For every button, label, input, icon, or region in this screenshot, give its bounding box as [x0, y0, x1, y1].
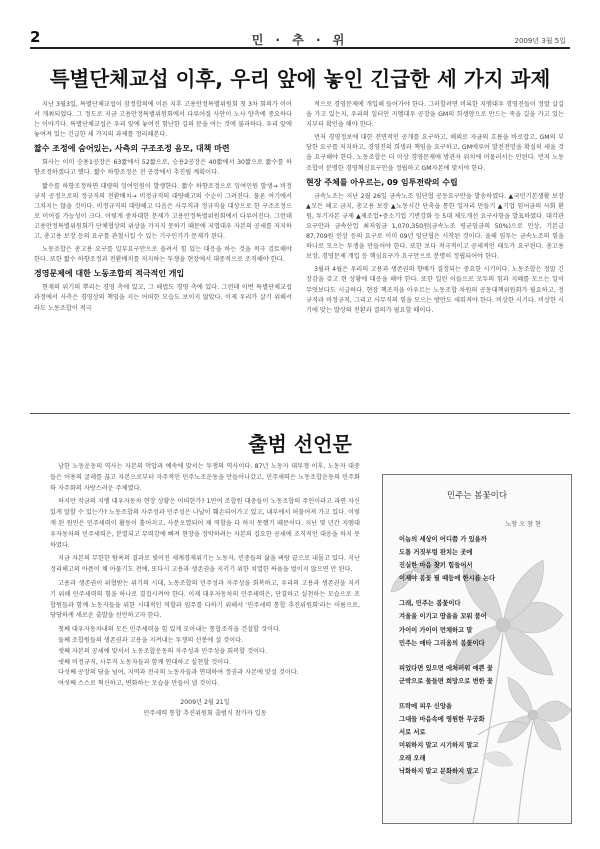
- declaration-paragraph: 지금 자본의 무한한 탐욕의 결과로 빚어진 세계경제위기는 노동자, 민중들의 삶을 벼랑 끝으로 내몰고 있다. 지난 정리해고의 아픔이 채 아물기도 전에, 또다시 고용과 생존권을 지키기 위한 치열한 싸움을 벌이지 않으면 안 된다.: [50, 555, 360, 574]
- declaration-paragraph: 남한 노동운동의 역사는 자본의 억압과 예속에 맞서는 투쟁의 역사이다. 87년 노동자 대투쟁 이후, 노동자 대중들은 어용의 굴레를 끊고 자본으로부터 자주적인 민주노조운동을 만들어나갔고, 민주세력은 노동조합운동의 민주화와 자주화의 자랑스러운 주체였다.: [50, 463, 360, 492]
- article-paragraph: 금속노조는 지난 2월 26일 금속노조 임단협 공동요구안을 발송하였다. ▲국민기본생활 보장 ▲모든 해고 금지, 총고용 보장 ▲노동시간 단축을 통한 일자리 만들기 ▲기업 임어금의 사회 환원, 투기자본 규제 ▲제조업•중소기업 기반강화 등 5대 제도개선 요구사항을 발표하였다. 대각관 요구안과 금속산업 최저임금 1,070,350원(금속노조 평균임금의 50%)으로 인상, 기본급 87,709원 인상 등의 요구로 이미 09년 임단협은 시작된 것이다. 올해 임투는 금속노조의 힘을 하나로 모으는 투쟁을 만들어야 한다. 또한 보다 적극적이고 공세적인 태도가 요구된다. 총고용 보장, 경영문제 개입 등 핵심요구가 요구안으로 분명히 정립되어야 한다.: [306, 192, 564, 261]
- declaration-pledge: 둘째 조합원들의 생존권과 고용을 지켜내는 투쟁의 선봉에 설 것이다.: [58, 636, 244, 644]
- declaration-title: 출범 선언문: [248, 432, 352, 456]
- article-paragraph: 지난 3월3일, 특별단체교섭이 잠정합의에 이른 지후 고용안정특별위원회 첫 3차 회의가 이어서 개최되었다. 그 정도로 지금 고용안정특별위원회에서 다루어질 사안이 노사 양측에 중요하다는 이야기다. 특별단체교섭은 우리 앞에 놓여진 험난한 길의 문을 여는 것에 불과하다. 우리 앞에 놓여져 있는 긴급한 세 가지의 과제를 정리해본다.: [34, 101, 292, 139]
- declaration-pledge: 넷째 비정규직, 사무직 노동자들과 함께 연대하고 실천할 것이다.: [58, 658, 232, 666]
- poem-line: 그대들 마음속에 영원한 무궁화: [399, 716, 485, 724]
- article-paragraph: 현재의 위기의 뿌리는 경영 측에 있고, 그 해법도 경영 측에 있다. 그런데 이번 특별단체교섭 과정에서 사측은 경영상의 책임을 지는 어떠한 모습도 보이지 않았다. 이제 우리가 살기 위해서라도 노동조합이 적극: [34, 284, 292, 312]
- article-paragraph: 짧수를 하향조정하면 대량의 잉여인원이 발생한다. 짧수 하향조정으로 잉여인원 발생→ 비정규직 공정으로의 정규직의 전환배치→ 비정규직의 대량해고의 수순이 그려진다. 물론 여기에서 그치지는 않을 것이다. 비정규직의 대량해고 다음은 사무직과 정규직을 대상으로 한 구조조정으로 이어질 가능성이 크다. 이렇게 중차대한 문제가 고용안정특별위원회에서 다루어진다. 그런데 고용안정특별위원회가 단체협상의 위상을 가지지 못하기 때문에 지엽대우 자본의 공세를 저지하고, 총고용 보장 등의 요구를 관철시킬 수 있는 기구인가가 문제가 된다.: [34, 182, 292, 241]
- declaration-pledge: 여섯째 스스로 혁신하고, 변화하는 모습을 만들어 낼 것이다.: [58, 680, 220, 688]
- article-paragraph: 먼저 경영정보에 대한 전면적인 공개를 요구하고, 해외로 자금의 흐름을 바로잡고, GM의 부당한 요구를 저지하고, 경영진의 희생과 책임을 요구하고, GM에루어 발전전망을 확실히 세울 것을 요구해야 한다. 노동조합은 더 이상 경영문제에 방관자 위치에 머물러서는 안된다. 먼저 노동조합이 분명한 경영혁신요구안을 정립하고 GM자본에 맞서야 한다.: [306, 134, 564, 172]
- declaration-pledge: 첫째 대우자동차내의 모든 민주세력을 힘 있게 모아내는 통합조직을 건설할 것이다.: [58, 626, 281, 634]
- top-rule: [30, 47, 570, 49]
- section-heading: 경영문제에 대한 노동조합의 적극적인 개입: [34, 269, 185, 279]
- poem-line: 낙화하지 말고 분화하지 말고: [399, 768, 479, 776]
- article-paragraph: 회사는 이미 승용1공장은 63짧에서 52짧으로, 승용2공장은 40짧에서 30짧으로 짧수를 하향조정하겠다고 했다. 짧수 하향조정은 전 공장에서 추진될 계획이다.: [34, 159, 292, 177]
- declaration-body: [50, 462, 360, 720]
- poem-line: 이제야 봄꽃 필 때등에 한시름 논다: [399, 575, 496, 583]
- publication-date: 2009년 3월 5일: [514, 37, 566, 45]
- stanza-break: [399, 650, 569, 662]
- declaration-paragraph: 하지만 작금의 지엠 대우자동차 현장 상황은 어떠한가? 1만여 조합원 대중들이 노동조합의 주인이라고 과연 자신 있게 말할 수 있는가? 노동조합의 자주성과 민주성은 나날이 훼손되어가고 있고, 내부에서 허물어져 가고 있다. 이렇게 된 원인은 민주세력이 활동이 흩어지고, 사분오열되어 제 역할을 다 하지 못했기 때문이다. 지난 몇 년간 지엠대우자동차의 민주세력은, 분열되고 무력감에 빠져 현장을 장악하려는 자본의 집요한 공세에 조직적인 대응을 하지 못하였다.: [50, 498, 360, 549]
- poem-line: 미워하지 말고 시기하지 말고: [399, 742, 479, 750]
- declaration-pledge: 셋째 자본의 공세에 맞서서 노동조합운동의 자주성과 민주성을 회복할 것이다.: [58, 647, 267, 655]
- page-number: 2: [30, 28, 41, 46]
- poem-line: 가이이 가이이 먼채하고 말: [399, 626, 473, 634]
- poem-line: 이놈의 세상이 어디쯤 가 있을까: [399, 536, 487, 543]
- declaration-date: 2009년 2월 21일: [180, 698, 230, 706]
- poem-line: 민주는 애타 그리움의 봄꽃이다: [399, 639, 485, 647]
- stanza-break: [399, 585, 569, 597]
- article-column-right: [306, 100, 564, 319]
- poem-line: 겨울을 이기고 땅을을 꼬워 품어: [399, 613, 487, 621]
- article-paragraph: 3월과 4월은 우리의 고용과 생존권의 향배가 결정되는 중요한 시기이다. 노동조합은 정말 긴장감을 갖고 현 상황에 대응을 해야 한다. 또한 일린 이들으로 모두의 힘과 지혜를 모으는 일이 무엇보다도 시급하다. 현장 책조직을 아우르는 노동조합 차원의 공동대책위원회가 필요하고, 정규직과 비정규직, 그리고 사무직의 힘을 모으는 방안도 세워져야 한다. 비상한 시기다. 비상한 시기에 맞는 발상의 전환과 결의가 필요할 때이다.: [306, 266, 564, 314]
- headline: 특별단체교섭 이후, 우리 앞에 놓인 긴급한 세 가지 과제: [49, 67, 551, 91]
- article-paragraph: 노동조합은 총고용 요구를 일부요구안으로 올려서 힘 있는 대응을 하는 것을 적극 검토해야 한다. 또한 짧수 하향조정과 전환배치를 저지하는 투쟁을 현장에서 대중적으로 조직해야 한다.: [34, 246, 292, 264]
- declaration-paragraph: 고용과 생존권이 위협받는 위기의 시대, 노동조합의 민주성과 자주성을 회복하고, 우리의 고용과 생존권을 지키기 위해 민주세력의 힘을 하나로 결집시켜야 한다. 이제 대우자동차의 민주세력은, 단결하고 실천하는 모습으로 조합원들과 함께 노동자들을 위한 시대적인 역할과 임무를 다하기 위해서 '민주세력 통합 추진위원회'라는 이름으로, 당당하게 새로운 출발을 선언하고자 한다.: [50, 579, 360, 620]
- poem-line: 오래 오래: [399, 755, 426, 763]
- poem-line: 피었다면 있으면 에처러워 예쁜 꽃: [399, 664, 493, 672]
- article-paragraph: 적으로 경영문제에 개입해 들어가야 한다. 그러할려면 비록한 지엠대우 경영진들이 정말 살길을 가고 있는지, 우리의 일터인 지엠대우 공장을 GM의 희생양으로 만드는 죽을 길을 가고 있는지부터 확인을 해야 한다.: [306, 101, 564, 129]
- poem-author: 노창 오 창 현: [505, 521, 541, 528]
- poem-line: 뜨락에 피우 신앙을: [399, 702, 453, 710]
- masthead: 민 · 추 · 위: [251, 33, 349, 47]
- stanza-break: [399, 688, 569, 700]
- poem-line: 진실한 마음 찾기 힘들어서: [399, 562, 473, 570]
- poem-line: 그래, 민주는 봄꽃이다: [399, 600, 461, 608]
- poem-title: 민주는 봄꽃이다: [446, 491, 508, 501]
- poem-line: 서로 서로: [399, 729, 426, 737]
- section-divider: [30, 413, 570, 414]
- declaration-pledge: 다섯째 공장의 담을 넘어, 지역과 전국의 노동자들과 연대하여 정권과 자본에 맞설 것이다.: [58, 669, 299, 677]
- poem-line: 도톰 거짓부렁 판치는 곳에: [399, 549, 473, 557]
- section-heading: 현장 주체를 아우르는, 09 임투전략의 수립: [306, 177, 458, 187]
- poem-box: [382, 474, 572, 824]
- poem-line: 군박으로 물들면 희망으로 변한 꽃: [399, 677, 493, 685]
- section-heading: 짧수 조정에 숨어있는, 사측의 구조조정 음모, 대책 마련: [34, 144, 230, 154]
- article-column-left: [34, 100, 292, 317]
- declaration-signature: 민주세력 통합 추진위원회 출범식 참가자 일동: [143, 709, 267, 717]
- poem-text: [399, 533, 569, 779]
